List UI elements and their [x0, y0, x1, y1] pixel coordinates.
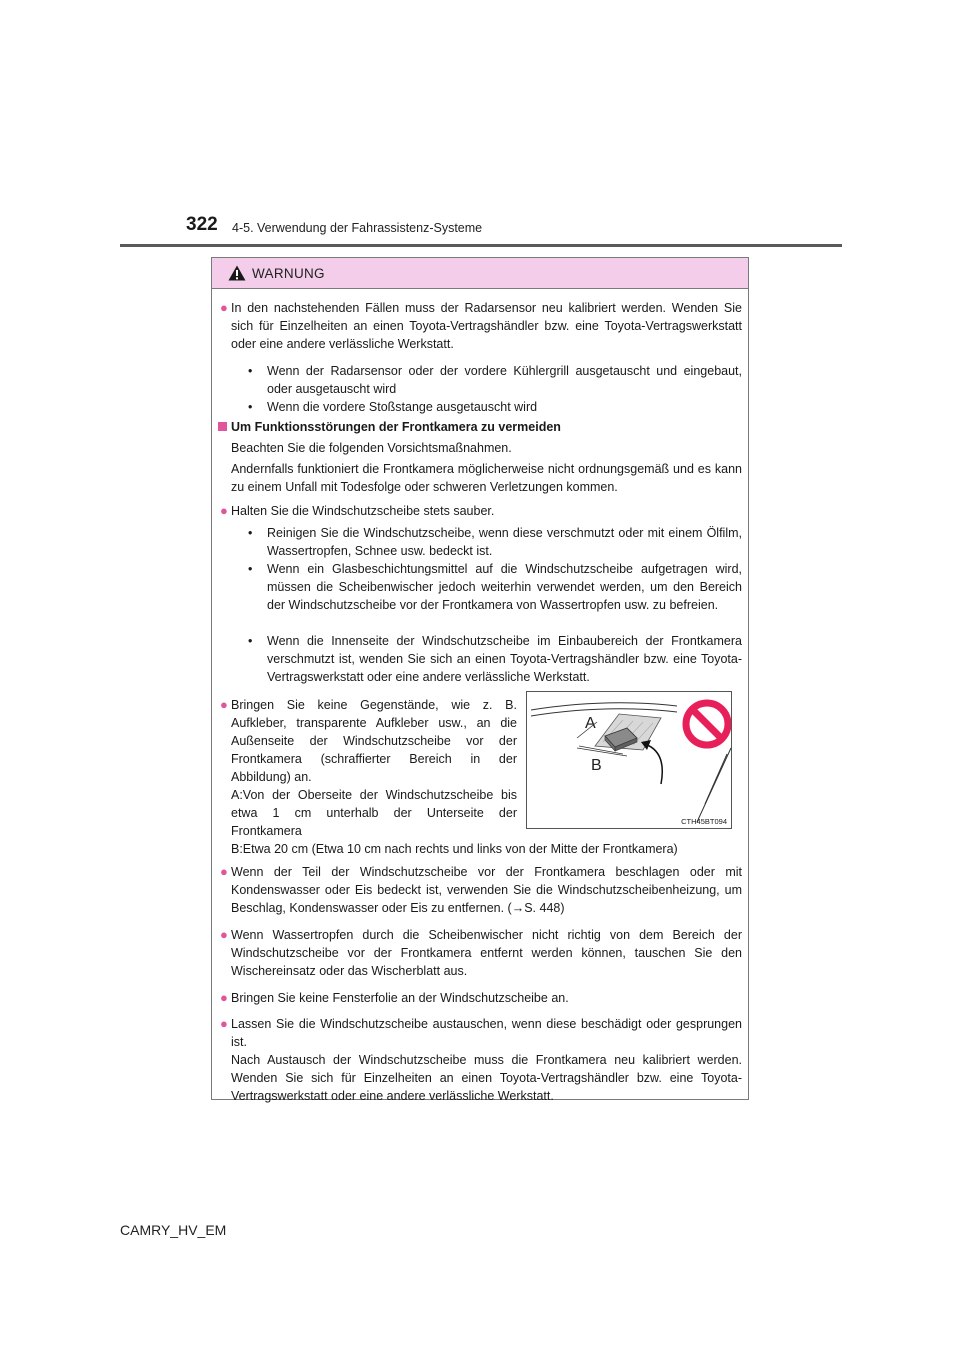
paragraph-radar-calibration: In den nachstehenden Fällen muss der Radarsensor neu kalibriert werden. Wenden Sie sich für Einzelheiten an einen Toyota-Vertragshändler bzw. eine Toyota-Vertragswerkstatt oder eine andere verlässliche Werkstatt.	[231, 301, 742, 351]
list-dot: •	[248, 400, 253, 414]
bullet-icon: ●	[220, 1016, 228, 1031]
list-item: • Reinigen Sie die Windschutzscheibe, wenn diese verschmutzt oder mit einem Ölfilm, Wassertropfen, Schnee usw. bedeckt ist.	[248, 526, 742, 558]
bullet-icon: ●	[220, 990, 228, 1005]
warning-header	[212, 258, 748, 289]
label-a: A	[585, 715, 596, 732]
definition-a: A:Von der Oberseite der Windschutzscheibe bis etwa 1 cm unterhalb der Unterseite der Frontkamera	[231, 788, 517, 838]
footer-model: CAMRY_HV_EM	[120, 1222, 227, 1238]
intro-text: Andernfalls funktioniert die Frontkamera möglicherweise nicht ordnungsgemäß und es kann zu einem Unfall mit Todesfolge oder schweren Verletzungen kommen.	[231, 462, 742, 494]
windshield-camera-illustration	[526, 691, 732, 829]
paragraph-defrost: Wenn der Teil der Windschutzscheibe vor der Frontkamera beschlagen oder mit Kondenswasser oder Eis bedeckt ist, verwenden Sie die Windschutzscheibenheizung, um Beschlag, Kondenswasser oder Eis zu entfernen. (→S. 448)	[231, 865, 742, 915]
bullet-icon: ●	[220, 503, 228, 518]
warning-title: WARNUNG	[252, 265, 325, 281]
warning-triangle-icon	[228, 265, 246, 281]
paragraph-wipers: Wenn Wassertropfen durch die Scheibenwischer nicht richtig von dem Bereich der Windschutzscheibe vor der Frontkamera entfernt werden können, tauschen Sie den Wischereinsatz oder das Wischerblatt aus.	[231, 928, 742, 978]
paragraph-no-film: Bringen Sie keine Fensterfolie an der Windschutzscheibe an.	[231, 991, 569, 1005]
paragraph-no-stickers: Bringen Sie keine Gegenstände, wie z. B. Aufkleber, transparente Aufkleber usw., an die Außenseite der Windschutzscheibe vor der Frontkamera (schraffierter Bereich in der Abbildung) an.	[231, 698, 517, 784]
prohibition-icon	[686, 703, 728, 745]
illustration-drawing	[527, 692, 731, 828]
list-dot: •	[248, 634, 253, 648]
section-square-icon	[218, 422, 227, 431]
list-item: • Wenn ein Glasbeschichtungsmittel auf die Windschutzscheibe aufgetragen wird, müssen die Scheibenwischer jedoch weiterhin verwendet werden, um den Bereich der Windschutzscheibe vor der Frontkamera von Wassertropfen usw. zu befreien.	[248, 562, 742, 612]
bullet-icon: ●	[220, 864, 228, 879]
list-item: • Wenn die Innenseite der Windschutzscheibe im Einbaubereich der Frontkamera verschmutzt ist, wenden Sie sich an einen Toyota-Vertragshändler bzw. eine Toyota-Vertragswerkstatt oder eine andere verlässliche Werkstatt.	[248, 634, 742, 684]
section-heading: Um Funktionsstörungen der Frontkamera zu vermeiden	[231, 420, 561, 434]
list-item: • Wenn der Radarsensor oder der vordere Kühlergrill ausgetauscht und eingebaut, oder ausgetauscht wird	[248, 364, 742, 396]
bullet-icon: ●	[220, 927, 228, 942]
bullet-icon: ●	[220, 300, 228, 315]
intro-text: Beachten Sie die folgenden Vorsichtsmaßnahmen.	[231, 441, 512, 455]
paragraph-clean-windshield: Halten Sie die Windschutzscheibe stets sauber.	[231, 504, 495, 518]
label-b: B	[591, 757, 602, 774]
paragraph-recalibrate: Nach Austausch der Windschutzscheibe muss die Frontkamera neu kalibriert werden. Wenden Sie sich für Einzelheiten an einen Toyota-Vertragshändler bzw. eine Toyota-Vertragswerkstatt oder eine andere verlässliche Werkstatt.	[231, 1053, 742, 1103]
section-title: 4-5. Verwendung der Fahrassistenz-Systeme	[232, 221, 483, 235]
page-number: 322	[186, 214, 218, 235]
list-dot: •	[248, 562, 253, 576]
bullet-icon: ●	[220, 697, 228, 712]
list-item: • Wenn die vordere Stoßstange ausgetauscht wird	[248, 400, 538, 414]
figure-code: CTH45BT094	[681, 817, 727, 826]
list-dot: •	[248, 526, 253, 540]
paragraph-replace-windshield: Lassen Sie die Windschutzscheibe austauschen, wenn diese beschädigt oder gesprungen ist.	[231, 1017, 742, 1049]
header-rule	[120, 244, 842, 247]
warning-box	[211, 257, 749, 1103]
list-dot: •	[248, 364, 253, 378]
definition-b: B:Etwa 20 cm (Etwa 10 cm nach rechts und links von der Mitte der Frontkamera)	[231, 842, 678, 856]
pointer-arrow-icon	[645, 744, 662, 784]
